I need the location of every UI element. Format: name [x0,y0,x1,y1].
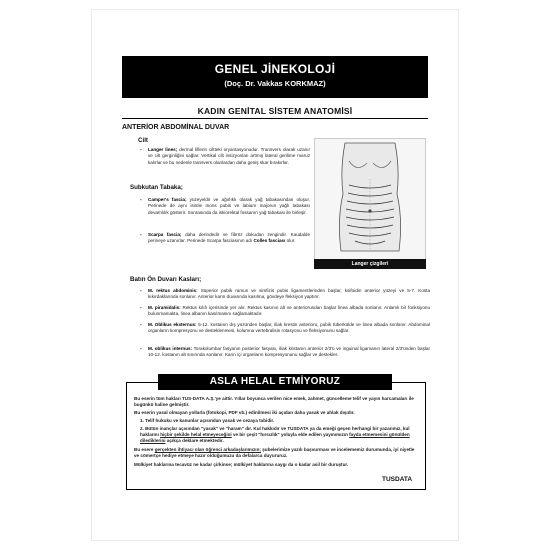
notice-p3-underline: gerçekten ihtiyacı olan öğrenci arkadaşlarımızın; [154,447,261,452]
bullet-dash: - [140,232,142,238]
notice-item-2-b: ve bir çeşit "hırsızlık" yoluyla elde edilen yayınımızın [232,432,348,437]
muscle-text: Rektus kılıfı içerisinde yer alır. Rektus kasının alt ve anteriorundan başlar linea albada sonlanır. Anlamlı bir fonksiyonu bulunmamakta, linea albanın kasılmasını sağlamaktadır. [148,305,431,317]
notice-paragraph-2: Bu eserin yasal olmayan yollarla (fotokopi, PDF vb.) edinilmesi iki açıdan daha yasak ve ahlak dışıdır. [134,410,355,415]
notice-item-2 [140,426,418,444]
langer-text: dermal liflerin ciltteki oryantasyonudur. Transvers olarak uzanır ve cilt gerginliğini sağlar. Vertikal cilt insizyonları artmış lateral gerilime maruz kalırlar ve bu nedenle transvers olanlardan daha geniş skar bırakırlar. [148,147,310,165]
camper-label: Camper's fascia; [148,197,187,202]
muscle-item [148,288,430,301]
cilt-paragraph [148,147,310,166]
camper-paragraph [148,197,310,216]
bullet-dash: - [140,305,142,311]
bullet-dash: - [140,288,142,294]
muscle-item [148,305,430,318]
muscle-name: M. oblikus internus: [148,346,193,351]
muscle-name: M. Oblikus eksternus: [148,322,197,327]
bullet-dash: - [140,147,142,153]
header-title: GENEL JİNEKOLOJİ [214,62,336,76]
notice-p3-b: şubelerimize yazılı başvurması ve incelememiz durumunda, iyi niyetle ve cömertçe hediye etmeye hazır olduğumuzu da defalarca duyururuz. [134,447,415,458]
document-page [92,10,458,540]
brand-name: TUSDATA [382,476,413,483]
muscle-item [148,346,430,359]
notice-paragraph-3 [134,447,418,459]
bullet-dash: - [140,322,142,328]
scarpa-label: Scarpa fascia; [148,232,182,237]
bullet-dash: - [140,197,142,203]
langer-label: Langer lines; [148,147,178,152]
notice-item-2-underline: hiçbir şekilde helal etmeyeceğini [160,432,232,437]
anterior-heading: ANTERİOR ABDOMİNAL DUVAR [122,124,230,131]
notice-paragraph-1: Bu eserin tüm hakları TUS-DATA A.Ş.'ye aittir. Yıllar boyunca verilen nice emek, zahmet, güncelleme telif ve yayın harcamaları ile bugünkü haline gelmiştir. [134,396,414,407]
notice-item-1: 1. Telif hukuku ve kanunlar açısından yasak ve cezaya tabidir. [140,418,275,423]
camper-text: yüzeyeldir ve ağırlıklı olarak yağ tabakasından oluşur. Perinede de aynı isimle mons pubis ve labium majorun yağlı tabakası devamlılık gösterir. Sonrasında da iskiorektal fossanın yağ tabakası ile birleşir. [148,197,310,215]
muscle-name: M. rektus abdominis: [148,288,198,293]
notice-p3-a: Bu esere [134,447,154,452]
muscle-name: M. piramidalis: [148,305,181,310]
muscles-heading: Batın Ön Duvarı Kasları; [130,276,202,283]
muscle-text: Süperior pubik ramus ve simfizis pubis ligamentlerinden başlar, ksifoidin anterior yüzeyi ve 5-7. Kosta kıkırdaklarında sonlanır. Anterior karın duvarında kasılma, gövdeye fleksiyon yaptırır. [148,288,430,300]
section-title: KADIN GENİTAL SİSTEM ANATOMİSİ [197,106,353,116]
subkutan-heading: Subkutan Tabaka; [130,184,183,191]
colles-tail: olur. [286,238,296,244]
header-subtitle: (Doç. Dr. Vakkas KORKMAZ) [224,79,326,88]
notice-item-2-a: 2. Bütün inançlar açısından "yasak" ve "haram" dır. Kul hakkıdır ve TUSDATA ya da emeği geçen herhangi bir yazarımız, kul haklarını [140,426,410,437]
section-rule [122,118,428,119]
torso-illustration [315,139,425,261]
scarpa-text: daha derindedir ve fibröz dokudan zengindir. Kaudalde perineye uzanırlar. Perinede Scarpa fasciasının adı [148,232,310,244]
notice-item-2-c: açıkça deklare etmektedir. [166,438,224,443]
notice-banner: ASLA HELAL ETMİYORUZ [158,374,392,390]
muscle-item [148,322,430,335]
muscle-text: Torakolumbar fasyanın posterior fasyası, iliak kristanın anterior 2/3'ü ve inguinal ligamanın lateral 2/3'ünden başlar 10-12. kostanın alt sınırında sonlanır. Karın içi organların kompresyonunu sağlar ve destekler. [148,346,430,358]
cilt-heading: Cilt [138,137,148,144]
scarpa-paragraph [148,232,310,245]
langer-lines-figure [314,138,426,262]
notice-paragraph-4: Mülkiyet haklarına tecavüz ne kadar çirkinse; mülkiyet haklarına saygı da o kadar asil bir duruştur. [134,462,349,467]
muscle-text: 5-12. kostanın dış yüzünden başlar, iliak krestin anterioru, pubik tüberkülde ve linea albada sonlanır. Abdominal organların kompresyonu ve desteklenmesi, kolumna vertebralisin rotasyonu ve fleksiyonunu sağlar. [148,322,430,334]
colles-label: Colles fasciası [253,238,286,244]
figure-caption: Langer çizgileri [314,259,426,269]
header-banner [122,56,428,98]
bullet-dash: - [140,346,142,352]
notice-item-2-underline-2: fayda etmemesini gönülden dilediklerini [140,432,410,443]
